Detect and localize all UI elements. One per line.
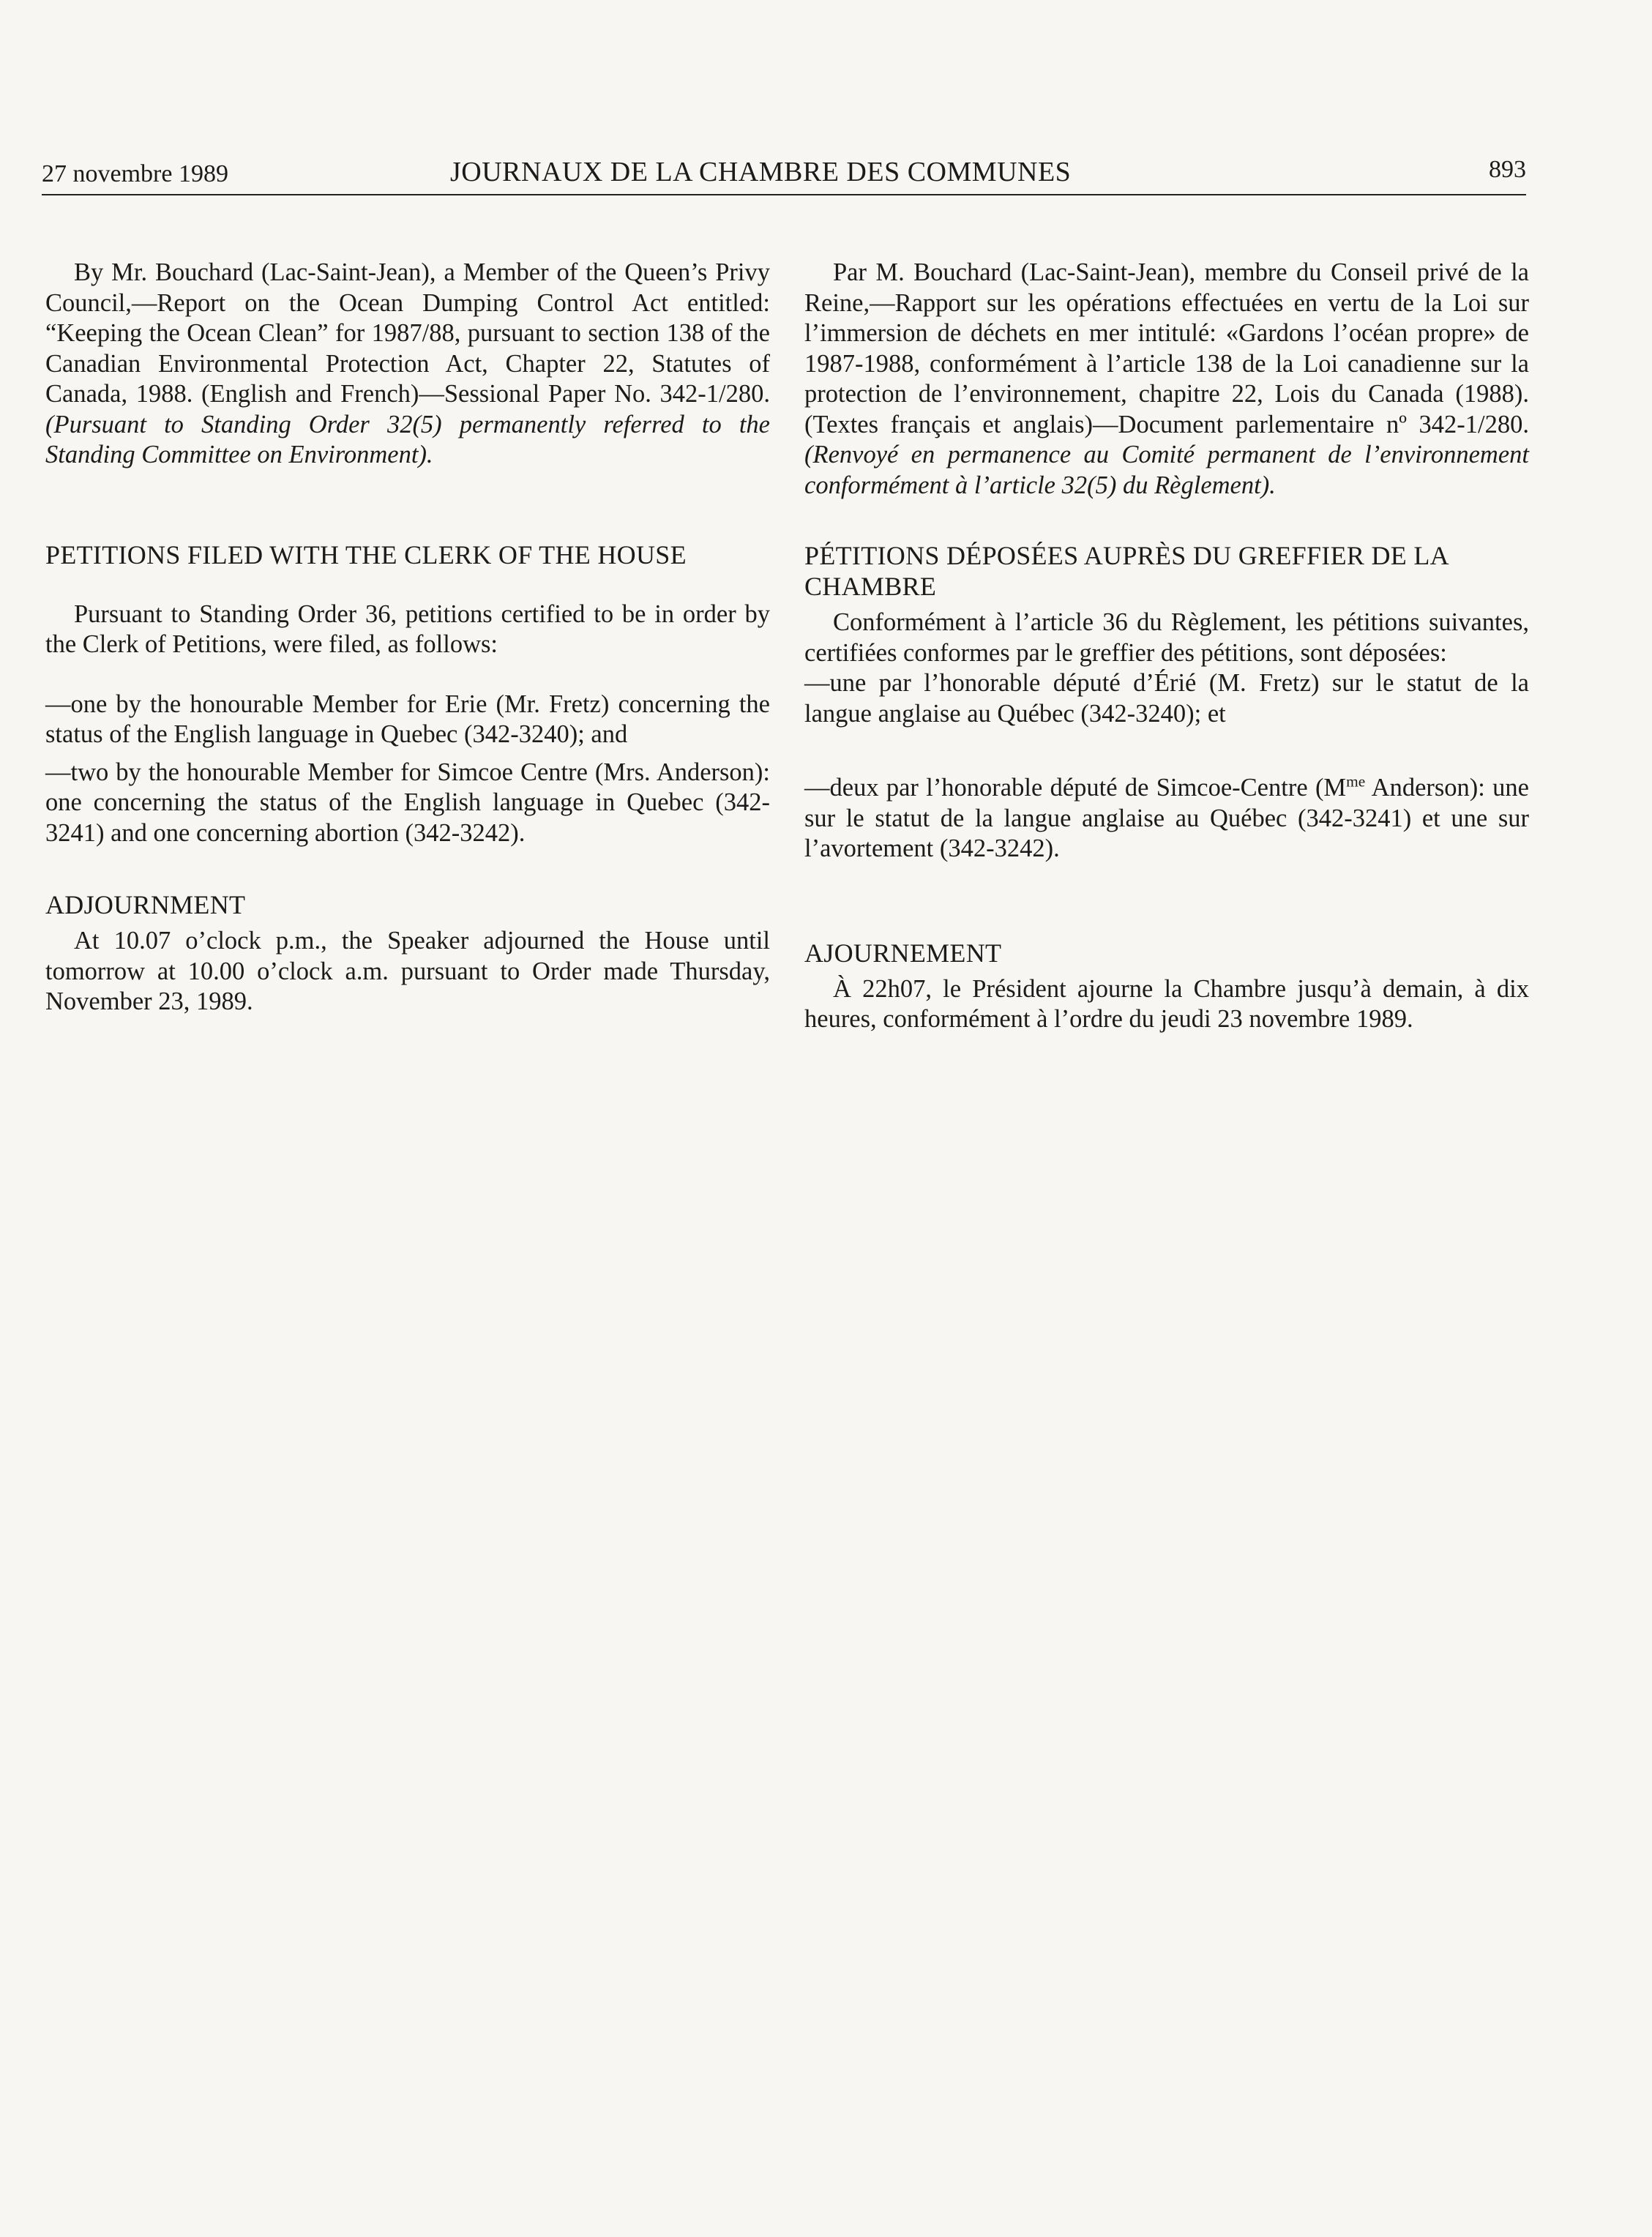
- petition-item-2-fr-end: Anderson): une sur le statut de la langue anglaise au Québec (342-3241) et une sur l’avortement (342-3242).: [804, 774, 1529, 862]
- adjournment-text-fr: À 22h07, le Président ajourne la Chambre jusqu’à demain, à dix heures, conformément à l’ordre du jeudi 23 novembre 1989.: [804, 974, 1529, 1033]
- petitions-heading-fr: PÉTITIONS DÉPOSÉES AUPRÈS DU GREFFIER DE LA CHAMBRE: [804, 541, 1448, 601]
- header-rule: [42, 194, 1526, 195]
- report-paragraph-en: [45, 258, 770, 471]
- report-referral-en: (Pursuant to Standing Order 32(5) permanently referred to the Standing Committee on Environment).: [45, 410, 770, 468]
- petitions-intro-fr: Conformément à l’article 36 du Règlement, les pétitions suivantes, certifiées conformes par le greffier des pétitions, sont déposées:: [804, 608, 1529, 667]
- french-column: [804, 258, 1529, 1035]
- report-text-fr: Par M. Bouchard (Lac-Saint-Jean), membre du Conseil privé de la Reine,—Rapport sur les opérations effectuées en vertu de la Loi sur l’immersion de déchets en mer intitulé: «Gardons l’océan propre» de 1987-1988, conformément à l’article 138 de la Loi canadienne sur la protection de l’environnement, chapitre 22, Lois du Canada (1988). (Textes français et anglais)—Document parlementaire nº 342-1/280.: [804, 258, 1529, 438]
- page-number: 893: [1489, 156, 1526, 183]
- report-text-en: By Mr. Bouchard (Lac-Saint-Jean), a Member of the Queen’s Privy Council,—Report on the Ocean Dumping Control Act entitled: “Keeping the Ocean Clean” for 1987/88, pursuant to section 138 of the Canadian Environmental Protection Act, Chapter 22, Statutes of Canada, 1988. (English and French)—Sessional Paper No. 342-1/280.: [45, 258, 770, 408]
- running-header: [42, 150, 1526, 195]
- report-referral-fr: (Renvoyé en permanence au Comité permanent de l’environnement conformément à l’article 32(5) du Règlement).: [804, 441, 1529, 499]
- adjournment-heading-fr: AJOURNEMENT: [804, 938, 1002, 968]
- petition-item-1-fr: —une par l’honorable député d’Érié (M. Fretz) sur le statut de la langue anglaise au Québec (342-3240); et: [804, 669, 1529, 728]
- report-paragraph-fr: [804, 258, 1529, 501]
- petitions-heading-en: PETITIONS FILED WITH THE CLERK OF THE HOUSE: [45, 539, 687, 569]
- header-journal-title: JOURNAUX DE LA CHAMBRE DES COMMUNES: [450, 157, 1072, 187]
- petition-item-1-en: —one by the honourable Member for Erie (Mr. Fretz) concerning the status of the English language in Quebec (342-3240); and: [45, 690, 770, 748]
- header-date: 27 novembre 1989: [42, 160, 228, 187]
- petition-item-2-en: —two by the honourable Member for Simcoe Centre (Mrs. Anderson): one concerning the status of the English language in Quebec (342-3241) and one concerning abortion (342-3242).: [45, 758, 770, 847]
- petition-item-2-fr: [804, 773, 1529, 864]
- petition-item-2-fr-start: —deux par l’honorable député de Simcoe-Centre (M: [804, 774, 1347, 802]
- madame-superscript: me: [1346, 772, 1366, 791]
- petitions-intro-en: Pursuant to Standing Order 36, petitions certified to be in order by the Clerk of Petitions, were filed, as follows:: [45, 600, 770, 658]
- english-column: [45, 258, 770, 1017]
- adjournment-text-en: At 10.07 o’clock p.m., the Speaker adjourned the House until tomorrow at 10.00 o’clock a.m. pursuant to Order made Thursday, November 23, 1989.: [45, 927, 770, 1015]
- adjournment-heading-en: ADJOURNMENT: [45, 890, 246, 919]
